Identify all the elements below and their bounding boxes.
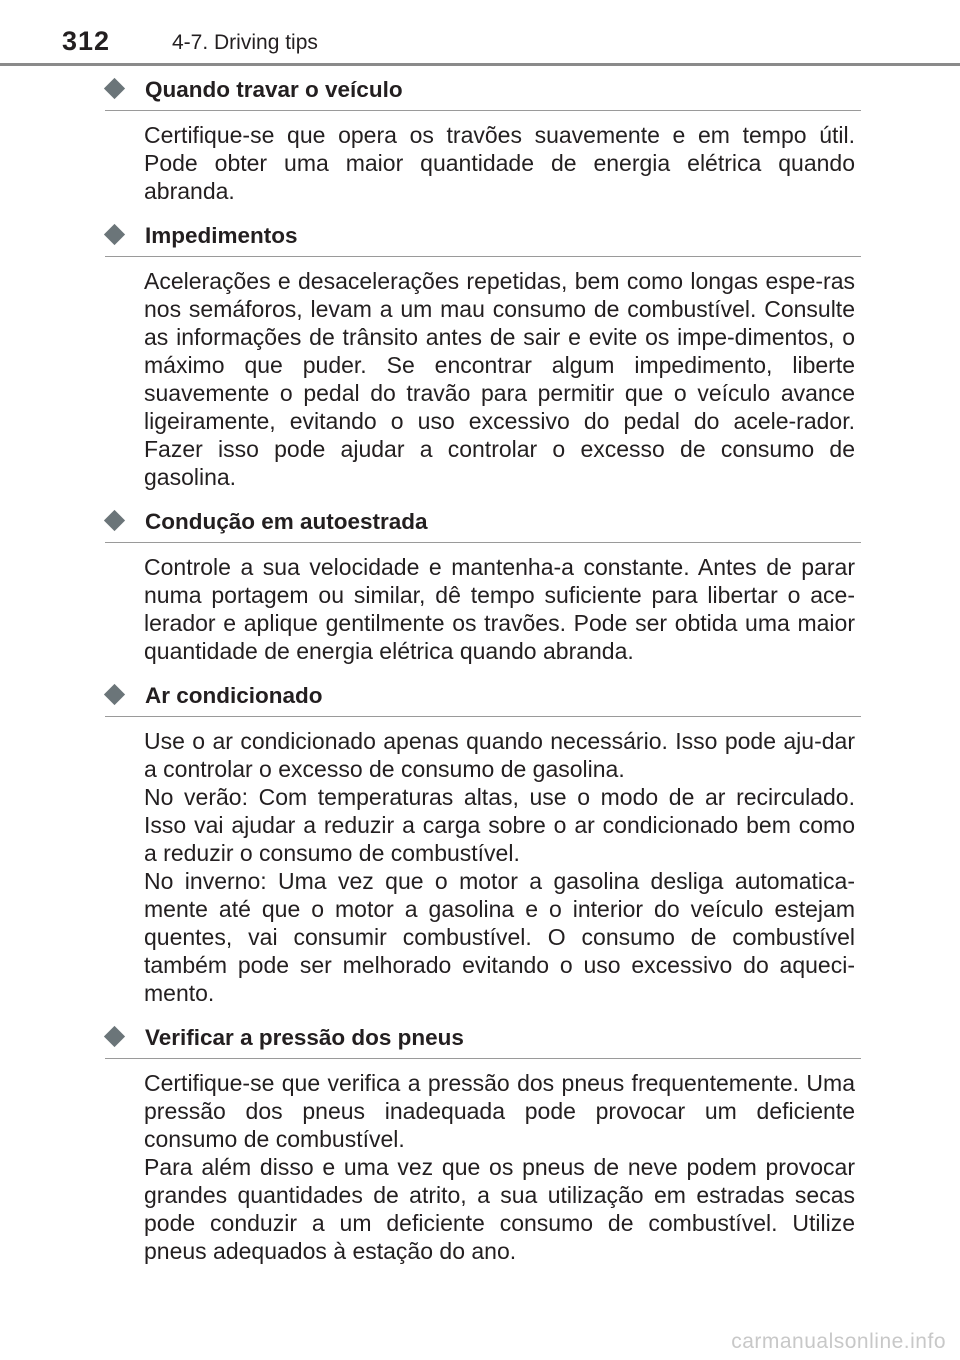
section-heading-text: Impedimentos [145,223,298,248]
section-heading-text: Condução em autoestrada [145,509,428,534]
section-heading-text: Quando travar o veículo [145,77,403,102]
section-traffic-delays [105,218,861,491]
paragraph: Controle a sua velocidade e mantenha-a constante. Antes de parar numa portagem ou similar, dê tempo suficiente para libertar o ace-lerador e aplique gentilmente os travões. Pode ser obtida uma maior quantidade de energia elétrica quando abranda. [144,554,855,664]
section-heading [105,218,861,257]
page-number: 312 [62,26,111,56]
section-title: 4-7. Driving tips [172,31,318,54]
paragraph: Use o ar condicionado apenas quando necessário. Isso pode aju-dar a controlar o excesso de consumo de gasolina. [144,728,855,782]
paragraph: Acelerações e desacelerações repetidas, bem como longas espe-ras nos semáforos, levam a um mau consumo de combustível. Consulte as informações de trânsito antes de sair e evite os impe-dimentos, o máximo que puder. Se encontrar algum impedimento, liberte suavemente o pedal do travão para permitir que o veículo avance ligeiramente, evitando o uso excessivo do pedal do acele-rador. Fazer isso pode ajudar a controlar o excesso de consumo de gasolina. [144,268,855,490]
section-heading [105,72,861,111]
section-heading [105,1020,861,1059]
page-content [105,72,861,1278]
paragraph: No inverno: Uma vez que o motor a gasolina desliga automatica-mente até que o motor a gasolina e o interior do veículo estejam quentes, vai consumir combustível. O consumo de combustível também pode ser melhorado evitando o uso excessivo do aqueci-mento. [144,868,855,1006]
section-heading-text: Verificar a pressão dos pneus [145,1025,464,1050]
paragraph: Para além disso e uma vez que os pneus de neve podem provocar grandes quantidades de atrito, a sua utilização em estradas secas pode conduzir a um deficiente consumo de combustível. Utilize pneus adequados à estação do ano. [144,1154,855,1264]
section-heading-text: Ar condicionado [145,683,323,708]
watermark: carmanualsonline.info [731,1330,946,1353]
section-heading [105,678,861,717]
section-braking [105,72,861,205]
section-heading [105,504,861,543]
diamond-bullet-icon [104,1026,125,1047]
paragraph: Certifique-se que verifica a pressão dos pneus frequentemente. Uma pressão dos pneus inadequada pode provocar um deficiente consumo de combustível. [144,1070,855,1152]
paragraph: Certifique-se que opera os travões suavemente e em tempo útil. Pode obter uma maior quantidade de energia elétrica quando abranda. [144,122,855,204]
diamond-bullet-icon [104,78,125,99]
section-air-conditioning [105,678,861,1007]
page-header [0,0,960,70]
section-highway-driving [105,504,861,665]
diamond-bullet-icon [104,224,125,245]
paragraph: No verão: Com temperaturas altas, use o modo de ar recirculado. Isso vai ajudar a reduzir a carga sobre o ar condicionado bem como a reduzir o consumo de combustível. [144,784,855,866]
diamond-bullet-icon [104,510,125,531]
diamond-bullet-icon [104,684,125,705]
header-divider [0,63,960,66]
section-tire-pressure [105,1020,861,1265]
